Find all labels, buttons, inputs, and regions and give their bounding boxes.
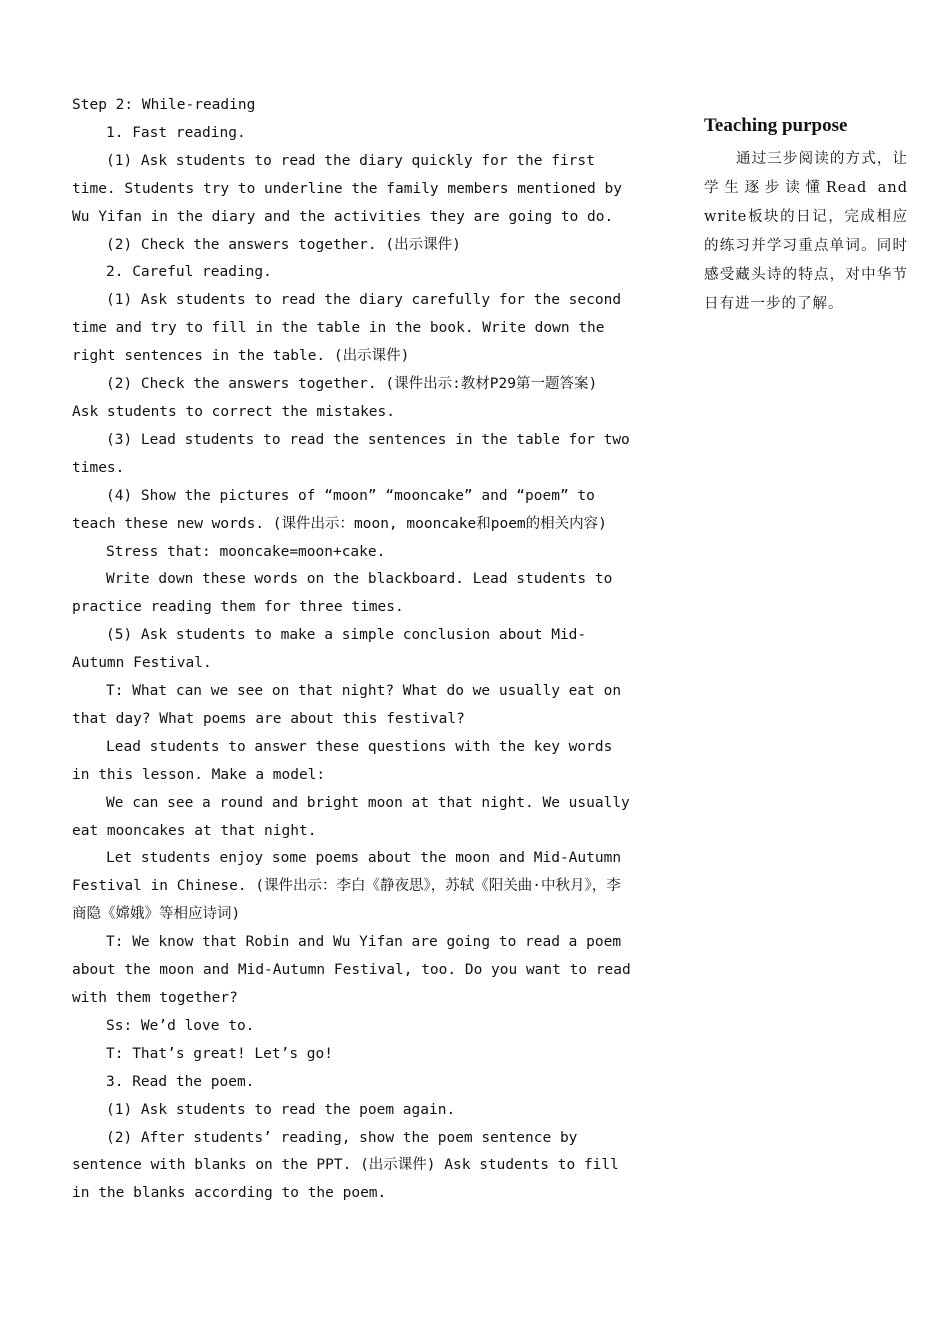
paragraph: (1) Ask students to read the diary carefully for the second time and try to fill in the table in the book. Write down the right sentences in the table. (出示课件) [72,292,630,365]
paragraph: Stress that: mooncake=moon+cake. [106,543,386,560]
paragraph: 3. Read the poem. [106,1073,255,1090]
paragraph: (2) Check the answers together. (出示课件) [106,236,461,253]
paragraph: (2) After students’ reading, show the poem sentence by sentence with blanks on the PPT. (出示课件) Ask students to fill in the blanks according to the poem. [72,1129,628,1202]
paragraph: T: That’s great! Let’s go! [106,1045,333,1062]
paragraph: Ss: We’d love to. [106,1017,255,1034]
paragraph: T: We know that Robin and Wu Yifan are going to read a poem about the moon and Mid-Autumn Festival, too. Do you want to read with them together? [72,934,640,1006]
paragraph: (3) Lead students to read the sentences in the table for two times. [72,431,639,476]
paragraph: Write down these words on the blackboard. Lead students to practice reading them for three times. [72,571,622,616]
paragraph: T: What can we see on that night? What do we usually eat on that day? What poems are about this festival? [72,683,630,727]
teaching-purpose-heading: Teaching purpose [704,115,848,136]
teaching-purpose-box [704,113,908,331]
paragraph: We can see a round and bright moon at that night. We usually eat mooncakes at that night. [72,794,639,839]
paragraph: (2) Check the answers together. (课件出示:教材P29第一题答案) Ask students to correct the mistakes. [72,376,606,420]
paragraph: (1) Ask students to read the poem again. [106,1101,456,1118]
teaching-purpose-text: 通过三步阅读的方式，让学生逐步读懂Read and write板块的日记，完成相应的练习并学习重点单词。同时感受藏头诗的特点，对中华节日有进一步的了解。 [704,151,908,312]
paragraph: 2. Careful reading. [106,264,272,281]
paragraph: (1) Ask students to read the diary quickly for the first time. Students try to underline the family members mentioned by Wu Yifan in the diary and the activities they are going to do. [72,152,631,225]
paragraph: Lead students to answer these questions with the key words in this lesson. Make a model: [72,738,622,783]
paragraph: (5) Ask students to make a simple conclusion about Mid-Autumn Festival. [72,627,587,672]
lesson-steps [72,92,640,1208]
paragraph: Step 2: While-reading [72,97,256,113]
paragraph: 1. Fast reading. [106,124,246,141]
paragraph: (4) Show the pictures of “moon” “mooncake” and “poem” to teach these new words. (课件出示：moon, mooncake和poem的相关内容) [72,487,607,532]
paragraph: Let students enjoy some poems about the moon and Mid-Autumn Festival in Chinese. (课件出示：李白《静夜思》，苏轼《阳关曲·中秋月》，李商隐《嫦娥》等相应诗词) [72,850,630,923]
